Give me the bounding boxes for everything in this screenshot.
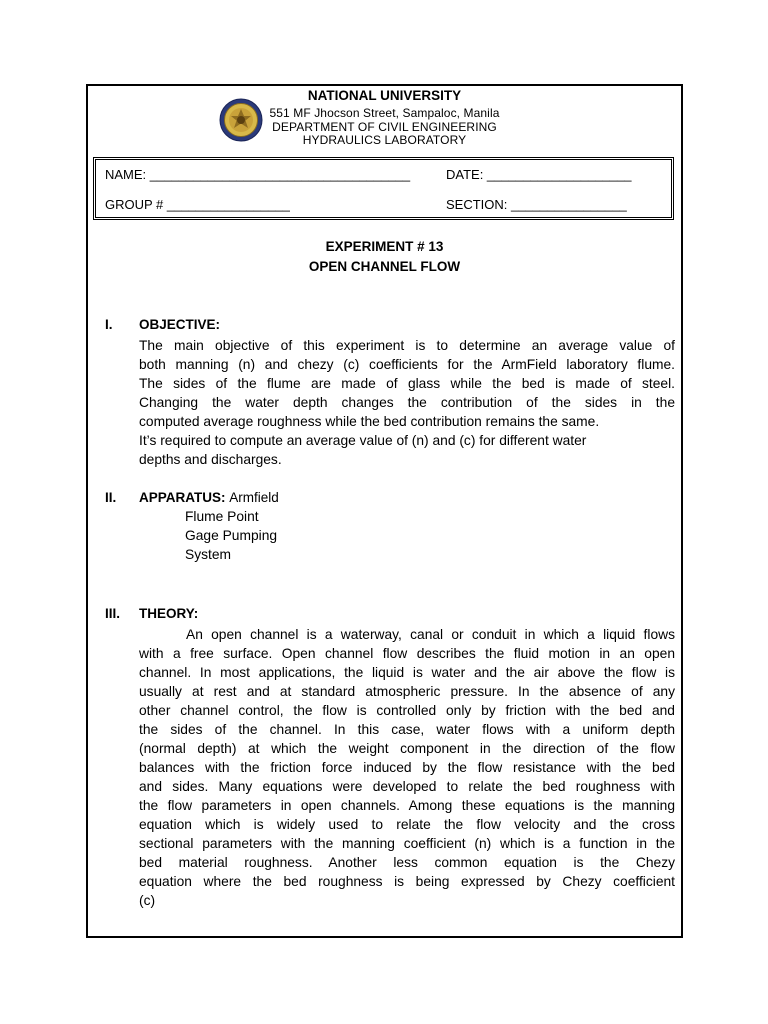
date-field[interactable]: DATE: ____________________ — [446, 167, 632, 182]
theory-line: channel. In most applications, the liquid is water and the air above the flow is — [139, 665, 675, 680]
theory-line: (normal depth) at which the weight component in the direction of the flow — [139, 741, 675, 756]
section-field[interactable]: SECTION: ________________ — [446, 197, 627, 212]
objective-heading: OBJECTIVE: — [139, 317, 221, 332]
theory-line: sectional parameters with the manning coefficient (n) which is a function in the — [139, 836, 675, 851]
objective-line: The sides of the flume are made of glass while the bed is made of steel. — [139, 376, 675, 391]
apparatus-item: Gage Pumping — [185, 528, 278, 543]
theory-heading: THEORY: — [139, 606, 199, 621]
objective-line: The main objective of this experiment is to determine an average value of — [139, 338, 675, 353]
university-seal-icon — [219, 98, 263, 142]
objective-line: It’s required to compute an average value of (n) and (c) for different water — [139, 433, 587, 448]
objective-line: depths and discharges. — [139, 452, 282, 467]
theory-line: other channel control, the flow is controlled only by friction with the bed and — [139, 703, 675, 718]
theory-line: bed material roughness. Another less common equation is the Chezy — [139, 855, 675, 870]
theory-paragraph — [139, 625, 675, 910]
theory-line: the sides of the channel. In this case, water flows with a uniform depth — [139, 722, 675, 737]
apparatus-item: System — [185, 547, 231, 562]
apparatus-heading — [139, 490, 279, 505]
university-name: NATIONAL UNIVERSITY — [307, 88, 462, 103]
apparatus-first-item: Armfield — [229, 490, 279, 505]
theory-line: (c) — [139, 893, 156, 908]
objective-line: both manning (n) and chezy (c) coefficients for the ArmField laboratory flume. — [139, 357, 675, 372]
apparatus-number: II. — [105, 490, 117, 505]
objective-line: Changing the water depth changes the contribution of the sides in the — [139, 395, 675, 410]
theory-line: and sides. Many equations were developed to relate the bed roughness with — [139, 779, 675, 794]
apparatus-title: APPARATUS: — [139, 490, 226, 505]
apparatus-item: Flume Point — [185, 509, 259, 524]
theory-line: equation where the bed roughness is being expressed by Chezy coefficient — [139, 874, 675, 889]
theory-line: usually at rest and at standard atmospheric pressure. In the absence of any — [139, 684, 675, 699]
objective-number: I. — [105, 317, 113, 332]
university-address: 551 MF Jhocson Street, Sampaloc, Manila — [269, 106, 500, 120]
objective-paragraph — [139, 336, 675, 469]
group-field[interactable]: GROUP # _________________ — [105, 197, 290, 212]
objective-line: computed average roughness while the bed contribution remains the same. — [139, 414, 600, 429]
laboratory-name: HYDRAULICS LABORATORY — [302, 133, 467, 147]
theory-line: with a free surface. Open channel flow describes the fluid motion in an open — [139, 646, 675, 661]
theory-line — [139, 625, 675, 644]
theory-number: III. — [105, 606, 121, 621]
experiment-title: OPEN CHANNEL FLOW — [308, 259, 461, 274]
theory-line: the flow parameters in open channels. Among these equations is the manning — [139, 798, 675, 813]
theory-line: equation which is widely used to relate the flow velocity and the cross — [139, 817, 675, 832]
department-name: DEPARTMENT OF CIVIL ENGINEERING — [272, 120, 497, 134]
theory-line: balances with the friction force induced by the flow resistance with the bed — [139, 760, 675, 775]
theory-line-text: An open channel is a waterway, canal or conduit in which a liquid flows — [186, 627, 675, 642]
name-field[interactable]: NAME: ____________________________________ — [105, 167, 411, 182]
experiment-number: EXPERIMENT # 13 — [325, 239, 444, 254]
